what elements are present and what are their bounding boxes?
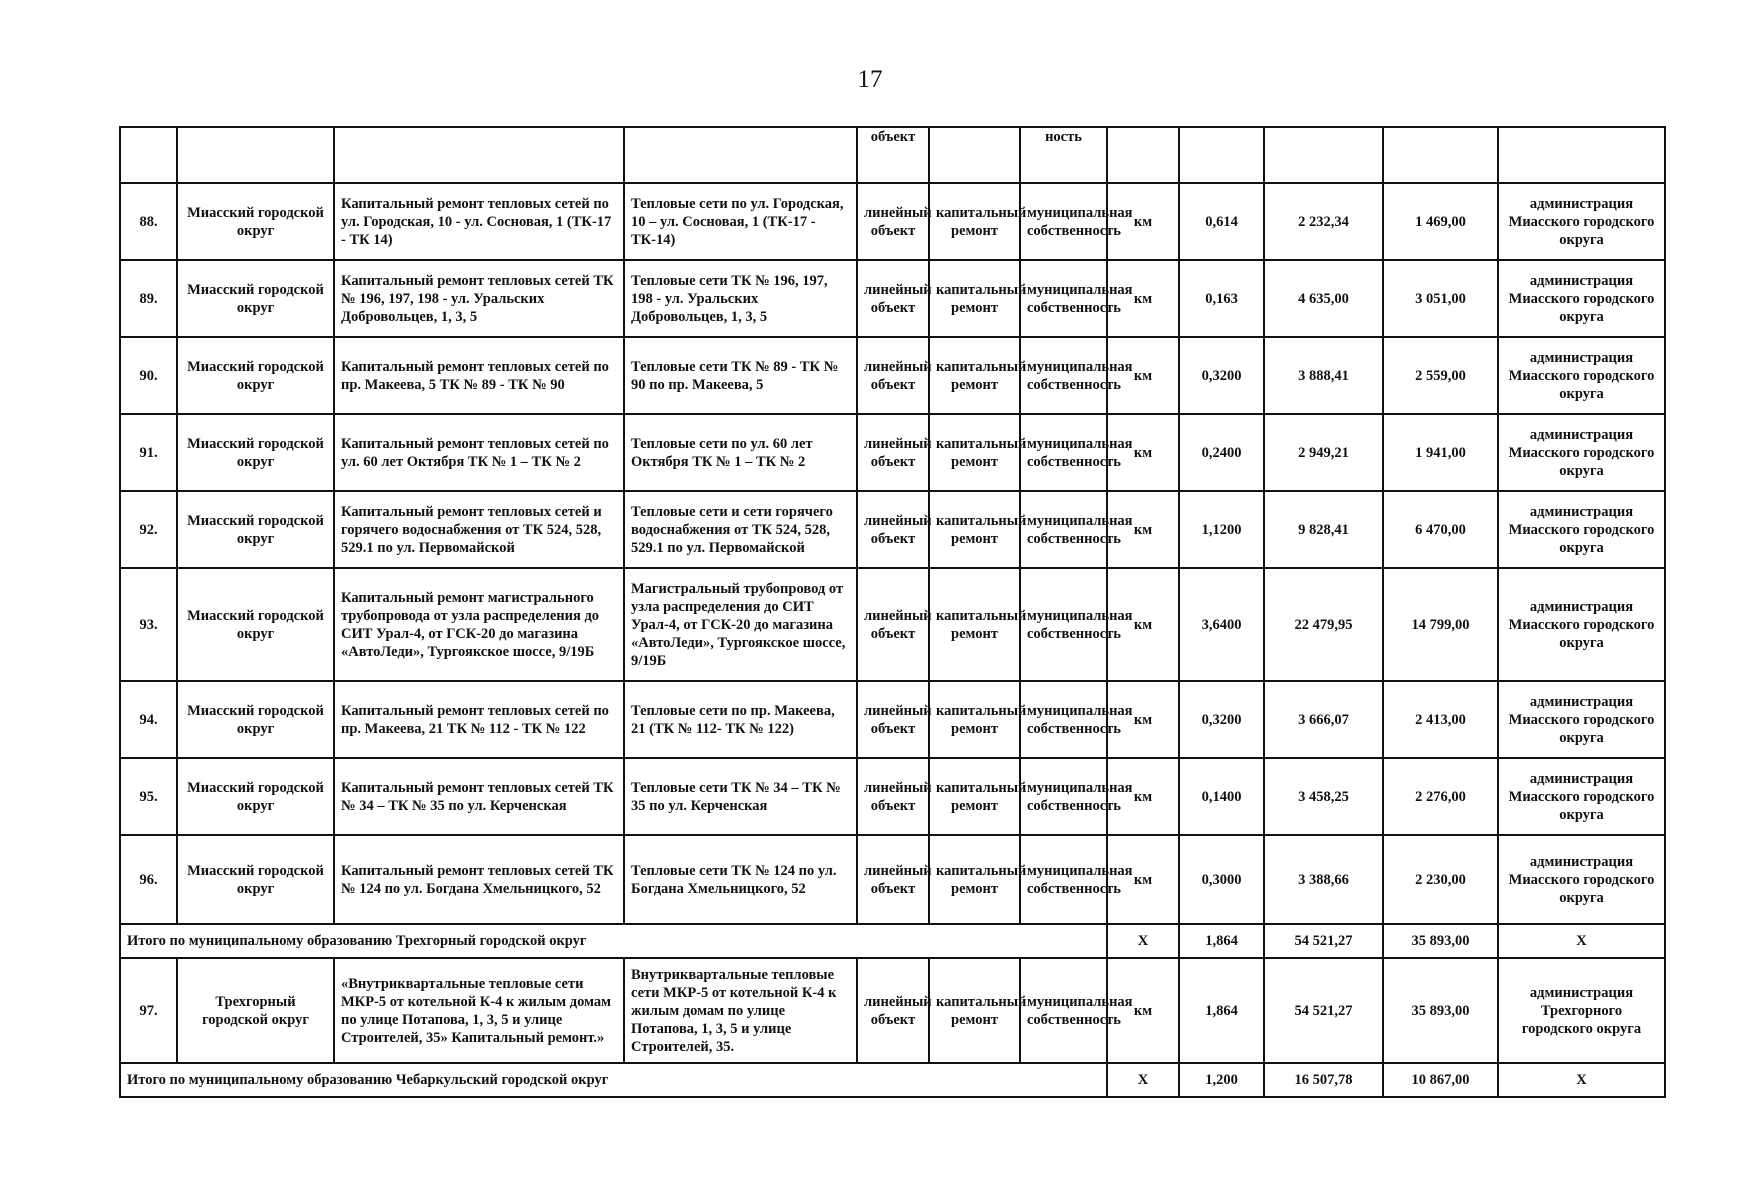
total-label: Итого по муниципальному образованию Чебаркульский городской округ [120, 1063, 1107, 1097]
ownership-cell: муниципальная собственность [1020, 414, 1107, 491]
customer-cell: администрация Миасского городского округа [1498, 758, 1665, 835]
unit-cell: км [1107, 414, 1179, 491]
work-type-cell: капитальный ремонт [929, 758, 1020, 835]
work-description-cell: «Внутриквартальные тепловые сети МКР-5 от котельной К-4 к жилым домам по улице Потапова, 1, 3, 5 и улице Строителей, 35» Капитальный ремонт.» [334, 958, 624, 1063]
work-type-cell: капитальный ремонт [929, 568, 1020, 681]
object-type-cell: линейный объект [857, 835, 929, 924]
table-row [120, 414, 1665, 491]
total-cost-cell: 22 479,95 [1264, 568, 1383, 681]
total-unit: Х [1107, 924, 1179, 958]
header-type-fragment: объект [857, 127, 929, 183]
subsidy-cell: 2 230,00 [1383, 835, 1498, 924]
object-description-cell: Тепловые сети и сети горячего водоснабжения от ТК 524, 528, 529.1 по ул. Первомайской [624, 491, 857, 568]
object-type-cell: линейный объект [857, 337, 929, 414]
total-subsidy: 10 867,00 [1383, 1063, 1498, 1097]
table-row [120, 491, 1665, 568]
header-fragment-row [120, 127, 1665, 183]
total-cost-cell: 3 888,41 [1264, 337, 1383, 414]
municipality-cell: Миасский городской округ [177, 835, 334, 924]
object-type-cell: линейный объект [857, 568, 929, 681]
ownership-cell: муниципальная собственность [1020, 568, 1107, 681]
total-length: 1,200 [1179, 1063, 1264, 1097]
ownership-cell: муниципальная собственность [1020, 491, 1107, 568]
total-row [120, 1063, 1665, 1097]
total-cost-cell: 3 388,66 [1264, 835, 1383, 924]
customer-cell: администрация Миасского городского округа [1498, 835, 1665, 924]
total-label: Итого по муниципальному образованию Трехгорный городской округ [120, 924, 1107, 958]
subsidy-cell: 6 470,00 [1383, 491, 1498, 568]
length-cell: 0,163 [1179, 260, 1264, 337]
unit-cell: км [1107, 337, 1179, 414]
unit-cell: км [1107, 568, 1179, 681]
customer-cell: администрация Миасского городского округа [1498, 681, 1665, 758]
municipality-cell: Миасский городской округ [177, 568, 334, 681]
length-cell: 3,6400 [1179, 568, 1264, 681]
work-description-cell: Капитальный ремонт тепловых сетей ТК № 124 по ул. Богдана Хмельницкого, 52 [334, 835, 624, 924]
object-description-cell: Тепловые сети по ул. 60 лет Октября ТК № 1 – ТК № 2 [624, 414, 857, 491]
row-number-cell: 91. [120, 414, 177, 491]
object-type-cell: линейный объект [857, 491, 929, 568]
total-row [120, 924, 1665, 958]
work-type-cell: капитальный ремонт [929, 491, 1020, 568]
subsidy-cell: 14 799,00 [1383, 568, 1498, 681]
row-number-cell: 97. [120, 958, 177, 1063]
total-customer: Х [1498, 924, 1665, 958]
object-type-cell: линейный объект [857, 414, 929, 491]
length-cell: 0,3200 [1179, 681, 1264, 758]
work-type-cell: капитальный ремонт [929, 958, 1020, 1063]
header-ownership-fragment: ность [1020, 127, 1107, 183]
municipality-cell: Миасский городской округ [177, 681, 334, 758]
object-type-cell: линейный объект [857, 260, 929, 337]
work-type-cell: капитальный ремонт [929, 414, 1020, 491]
row-number-cell: 90. [120, 337, 177, 414]
table-row [120, 835, 1665, 924]
work-description-cell: Капитальный ремонт тепловых сетей по пр. Макеева, 5 ТК № 89 - ТК № 90 [334, 337, 624, 414]
row-number-cell: 93. [120, 568, 177, 681]
object-description-cell: Тепловые сети ТК № 196, 197, 198 - ул. Уральских Добровольцев, 1, 3, 5 [624, 260, 857, 337]
object-type-cell: линейный объект [857, 958, 929, 1063]
object-type-cell: линейный объект [857, 183, 929, 260]
ownership-cell: муниципальная собственность [1020, 835, 1107, 924]
municipality-cell: Миасский городской округ [177, 337, 334, 414]
work-description-cell: Капитальный ремонт тепловых сетей по ул. Городская, 10 - ул. Сосновая, 1 (ТК-17 - ТК 14) [334, 183, 624, 260]
subsidy-cell: 1 941,00 [1383, 414, 1498, 491]
unit-cell: км [1107, 260, 1179, 337]
work-type-cell: капитальный ремонт [929, 681, 1020, 758]
work-description-cell: Капитальный ремонт тепловых сетей ТК № 34 – ТК № 35 по ул. Керченская [334, 758, 624, 835]
municipality-cell: Миасский городской округ [177, 414, 334, 491]
total-cost-cell: 4 635,00 [1264, 260, 1383, 337]
work-description-cell: Капитальный ремонт тепловых сетей ТК № 196, 197, 198 - ул. Уральских Добровольцев, 1, 3, 5 [334, 260, 624, 337]
ownership-cell: муниципальная собственность [1020, 183, 1107, 260]
total-subsidy: 35 893,00 [1383, 924, 1498, 958]
ownership-cell: муниципальная собственность [1020, 260, 1107, 337]
subsidy-cell: 1 469,00 [1383, 183, 1498, 260]
customer-cell: администрация Миасского городского округа [1498, 183, 1665, 260]
object-description-cell: Тепловые сети ТК № 124 по ул. Богдана Хмельницкого, 52 [624, 835, 857, 924]
work-description-cell: Капитальный ремонт тепловых сетей по ул. 60 лет Октября ТК № 1 – ТК № 2 [334, 414, 624, 491]
length-cell: 0,2400 [1179, 414, 1264, 491]
work-type-cell: капитальный ремонт [929, 183, 1020, 260]
unit-cell: км [1107, 958, 1179, 1063]
length-cell: 0,614 [1179, 183, 1264, 260]
table-row [120, 958, 1665, 1063]
row-number-cell: 95. [120, 758, 177, 835]
total-unit: Х [1107, 1063, 1179, 1097]
municipality-cell: Миасский городской округ [177, 183, 334, 260]
ownership-cell: муниципальная собственность [1020, 958, 1107, 1063]
total-cost: 54 521,27 [1264, 924, 1383, 958]
customer-cell: администрация Миасского городского округа [1498, 414, 1665, 491]
table-row [120, 568, 1665, 681]
customer-cell: администрация Миасского городского округа [1498, 491, 1665, 568]
customer-cell: администрация Трехгорного городского округа [1498, 958, 1665, 1063]
unit-cell: км [1107, 183, 1179, 260]
object-description-cell: Магистральный трубопровод от узла распределения до СИТ Урал-4, от ГСК-20 до магазина «АвтоЛеди», Тургоякское шоссе, 9/19Б [624, 568, 857, 681]
ownership-cell: муниципальная собственность [1020, 758, 1107, 835]
municipality-cell: Миасский городской округ [177, 491, 334, 568]
page-number: 17 [857, 66, 883, 93]
table-row [120, 681, 1665, 758]
object-description-cell: Тепловые сети ТК № 89 - ТК № 90 по пр. Макеева, 5 [624, 337, 857, 414]
length-cell: 0,3000 [1179, 835, 1264, 924]
total-cost-cell: 2 949,21 [1264, 414, 1383, 491]
unit-cell: км [1107, 681, 1179, 758]
ownership-cell: муниципальная собственность [1020, 681, 1107, 758]
ownership-cell: муниципальная собственность [1020, 337, 1107, 414]
row-number-cell: 89. [120, 260, 177, 337]
work-description-cell: Капитальный ремонт магистрального трубопровода от узла распределения до СИТ Урал-4, от ГСК-20 до магазина «АвтоЛеди», Тургоякское шоссе, 9/19Б [334, 568, 624, 681]
total-cost-cell: 9 828,41 [1264, 491, 1383, 568]
length-cell: 1,864 [1179, 958, 1264, 1063]
row-number-cell: 92. [120, 491, 177, 568]
object-description-cell: Тепловые сети по ул. Городская, 10 – ул. Сосновая, 1 (ТК-17 - ТК-14) [624, 183, 857, 260]
unit-cell: км [1107, 758, 1179, 835]
length-cell: 0,1400 [1179, 758, 1264, 835]
unit-cell: км [1107, 835, 1179, 924]
work-description-cell: Капитальный ремонт тепловых сетей и горячего водоснабжения от ТК 524, 528, 529.1 по ул. Первомайской [334, 491, 624, 568]
municipality-cell: Миасский городской округ [177, 260, 334, 337]
length-cell: 1,1200 [1179, 491, 1264, 568]
total-length: 1,864 [1179, 924, 1264, 958]
work-type-cell: капитальный ремонт [929, 260, 1020, 337]
work-description-cell: Капитальный ремонт тепловых сетей по пр. Макеева, 21 ТК № 112 - ТК № 122 [334, 681, 624, 758]
total-cost-cell: 3 458,25 [1264, 758, 1383, 835]
row-number-cell: 94. [120, 681, 177, 758]
total-cost-cell: 2 232,34 [1264, 183, 1383, 260]
municipality-cell: Трехгорный городской округ [177, 958, 334, 1063]
customer-cell: администрация Миасского городского округа [1498, 568, 1665, 681]
total-cost-cell: 3 666,07 [1264, 681, 1383, 758]
table-row [120, 183, 1665, 260]
object-type-cell: линейный объект [857, 758, 929, 835]
customer-cell: администрация Миасского городского округа [1498, 337, 1665, 414]
subsidy-cell: 2 559,00 [1383, 337, 1498, 414]
row-number-cell: 88. [120, 183, 177, 260]
subsidy-cell: 3 051,00 [1383, 260, 1498, 337]
subsidy-cell: 35 893,00 [1383, 958, 1498, 1063]
subsidy-cell: 2 413,00 [1383, 681, 1498, 758]
customer-cell: администрация Миасского городского округа [1498, 260, 1665, 337]
object-type-cell: линейный объект [857, 681, 929, 758]
row-number-cell: 96. [120, 835, 177, 924]
capital-repair-table [119, 126, 1666, 1098]
length-cell: 0,3200 [1179, 337, 1264, 414]
municipality-cell: Миасский городской округ [177, 758, 334, 835]
object-description-cell: Тепловые сети по пр. Макеева, 21 (ТК № 112- ТК № 122) [624, 681, 857, 758]
table-row [120, 337, 1665, 414]
work-type-cell: капитальный ремонт [929, 835, 1020, 924]
object-description-cell: Внутриквартальные тепловые сети МКР-5 от котельной К-4 к жилым домам по улице Потапова, 1, 3, 5 и улице Строителей, 35. [624, 958, 857, 1063]
total-customer: Х [1498, 1063, 1665, 1097]
table-row [120, 260, 1665, 337]
work-type-cell: капитальный ремонт [929, 337, 1020, 414]
object-description-cell: Тепловые сети ТК № 34 – ТК № 35 по ул. Керченская [624, 758, 857, 835]
table-row [120, 758, 1665, 835]
subsidy-cell: 2 276,00 [1383, 758, 1498, 835]
total-cost: 16 507,78 [1264, 1063, 1383, 1097]
unit-cell: км [1107, 491, 1179, 568]
total-cost-cell: 54 521,27 [1264, 958, 1383, 1063]
